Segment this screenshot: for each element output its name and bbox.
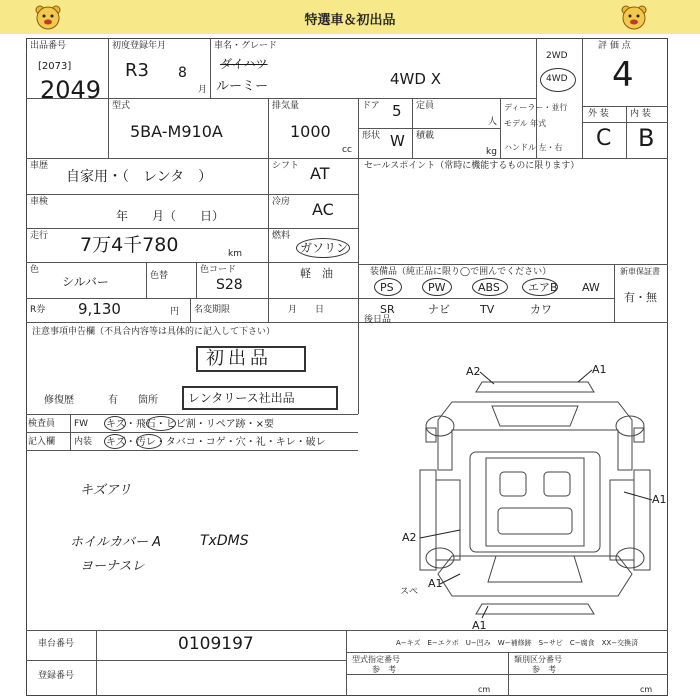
notes-label: 注意事項申告欄（不具合内容等は具体的に記入して下さい） (32, 327, 276, 337)
reference-label-right: 参 考 (532, 665, 556, 674)
equip-ps: PS (380, 281, 394, 294)
handwritten-note-3: ヨーナスレ (80, 559, 145, 574)
repair-place-label: 箇所 (138, 395, 158, 406)
interior-items: キズ・汚レ・タバコ・コゲ・穴・礼・キレ・破レ (106, 437, 326, 448)
fw-label: FW (74, 419, 89, 429)
first-reg-label: 初度登録年月 (112, 41, 167, 51)
rental-lease-stamp-text: レンタリース社出品 (188, 391, 295, 405)
lot-number-label: 出品番号 (30, 41, 67, 51)
repair-history-label: 修復歴 (44, 395, 74, 406)
equip-ps-circle (374, 278, 402, 296)
chassis-label: 車台番号 (38, 639, 75, 649)
drive-4wd-label: 4WD (546, 74, 568, 84)
first-reg-era: R3 (125, 60, 149, 81)
fuel-value: ガソリン (300, 241, 349, 255)
equip-airbag: エアB (528, 281, 558, 294)
equip-abs-circle (472, 278, 508, 296)
car-name-label: 車名・グレード (214, 41, 278, 51)
history-label: 車歴 (30, 161, 49, 171)
first-listing-stamp-text: 初出品 (206, 348, 272, 369)
first-reg-month: 8 (178, 65, 187, 81)
color-value: シルバー (62, 275, 109, 289)
fuel-diesel: 軽 油 (300, 267, 333, 280)
interior-label: 内 装 (630, 109, 651, 119)
ac-label: 冷房 (272, 197, 291, 207)
load-unit: kg (486, 147, 497, 157)
sales-point-label: セールスポイント（常時に機能するものに限ります） (364, 161, 580, 171)
equip-abs: ABS (478, 281, 500, 294)
registration-label: 登録番号 (38, 671, 75, 681)
recycle-unit: 円 (170, 307, 180, 317)
equip-sr: SR (380, 303, 395, 316)
fw-items: キズ・飛石・ヒビ割・リペア跡・×要 (106, 419, 274, 430)
car-grade: 4WD X (390, 70, 441, 88)
mileage-label: 走行 (30, 231, 49, 241)
interior-score: B (638, 124, 655, 152)
repair-history-value: 有 (108, 395, 118, 406)
ac-value: AC (312, 200, 334, 219)
recycle-label: R券 (30, 305, 46, 315)
damage-legend: A−キズ E−エクボ U−凹み W−補修跡 S−サビ C−腐食 XX−交換済 (396, 639, 639, 647)
bear-mascot-icon (620, 4, 648, 30)
equip-navi: ナビ (428, 303, 450, 316)
color-change-label: 色替 (150, 271, 169, 281)
warranty-value: 有・無 (624, 291, 657, 304)
displacement-label: 排気量 (272, 101, 300, 111)
chassis-number: 0109197 (178, 634, 254, 654)
model-year-label: モデル 年式 (504, 119, 547, 128)
drive-2wd-label: 2WD (546, 51, 568, 61)
name-change-label: 名変期限 (194, 305, 231, 315)
inspection-label: 車検 (30, 197, 49, 207)
handle-label: ハンドル 左・右 (504, 143, 563, 152)
equip-leather: カワ (530, 303, 552, 316)
model-code-label: 型式 (112, 101, 131, 111)
model-code-value: 5BA-M910A (130, 122, 223, 141)
equipment-label: 装備品（純正品に限り◯で囲んでください） (370, 267, 552, 277)
shift-label: シフト (272, 161, 300, 171)
damage-mark-rear-left: A1 (428, 577, 443, 590)
inspector-label: 検査員 (28, 419, 56, 429)
handwritten-note-1: キズアリ (80, 483, 132, 498)
body-shape-label: 形状 (362, 131, 381, 141)
cm-unit-left: cm (478, 685, 491, 694)
equip-pw: PW (428, 281, 446, 294)
capacity-label: 定員 (416, 101, 435, 111)
color-label: 色 (30, 265, 40, 275)
interior-row-label: 内装 (74, 437, 93, 447)
color-code-value: S28 (216, 277, 243, 293)
after-items-label: 後日品 (364, 315, 392, 325)
damage-mark-front-right: A1 (592, 363, 607, 376)
interior-scratch-circle (104, 434, 126, 449)
interior-stain-circle (136, 434, 162, 449)
fuel-label: 燃料 (272, 231, 291, 241)
first-reg-month-unit: 月 (198, 85, 208, 95)
handwritten-note-4: TxDMS (200, 533, 249, 549)
doors-label: ドア (362, 101, 380, 111)
color-code-label: 色コード (200, 265, 237, 275)
reference-label-left: 参 考 (372, 665, 396, 674)
damage-mark-front-left: A2 (466, 365, 481, 378)
score-label: 評 価 点 (598, 41, 631, 51)
spare-label: スペ (400, 587, 419, 597)
mileage-unit: km (228, 249, 242, 259)
fw-chip-circle (146, 416, 176, 431)
lot-number: 2049 (40, 76, 102, 104)
displacement-value: 1000 (290, 122, 331, 141)
equip-airbag-circle (522, 278, 558, 296)
car-model-name: ルーミー (216, 79, 269, 94)
fuel-circle (296, 238, 350, 258)
shift-value: AT (310, 164, 330, 183)
body-shape-value: W (390, 132, 405, 150)
page-title: 特選車＆初出品 (304, 13, 396, 28)
car-maker-struck: ダイハツ (220, 57, 268, 71)
cm-unit-right: cm (640, 685, 653, 694)
capacity-unit: 人 (488, 117, 498, 127)
warranty-label: 新車保証書 (620, 267, 660, 276)
fw-scratch-circle (104, 416, 126, 431)
doors-value: 5 (392, 102, 402, 120)
dealer-label: ディーラー・並行 (504, 103, 568, 112)
score-value: 4 (612, 55, 634, 95)
damage-mark-rear: A1 (472, 619, 487, 632)
mileage-value: 7万4千780 (80, 234, 179, 256)
recycle-value: 9,130 (78, 300, 121, 318)
load-label: 積載 (416, 131, 435, 141)
name-change-unit: 月 日 (288, 305, 325, 315)
history-value: 自家用・（ レンタ ） (66, 169, 213, 185)
equip-aw: AW (582, 281, 600, 294)
class-code-label: 類別区分番号 (514, 655, 562, 664)
exterior-score: C (596, 126, 612, 151)
exterior-label: 外 装 (588, 109, 609, 119)
equip-pw-circle (422, 278, 452, 296)
type-designation-label: 型式指定番号 (352, 655, 400, 664)
equip-tv: TV (480, 303, 495, 316)
damage-mark-right-side: A1 (652, 493, 667, 506)
handwritten-note-2: ホイルカバー A (70, 535, 162, 550)
lot-bracket-number: [2073] (38, 61, 72, 72)
entry-field-label: 記入欄 (28, 437, 56, 447)
inspection-value: 年 月（ 日） (116, 209, 225, 223)
damage-mark-left-side: A2 (402, 531, 417, 544)
displacement-unit: cc (342, 145, 352, 155)
